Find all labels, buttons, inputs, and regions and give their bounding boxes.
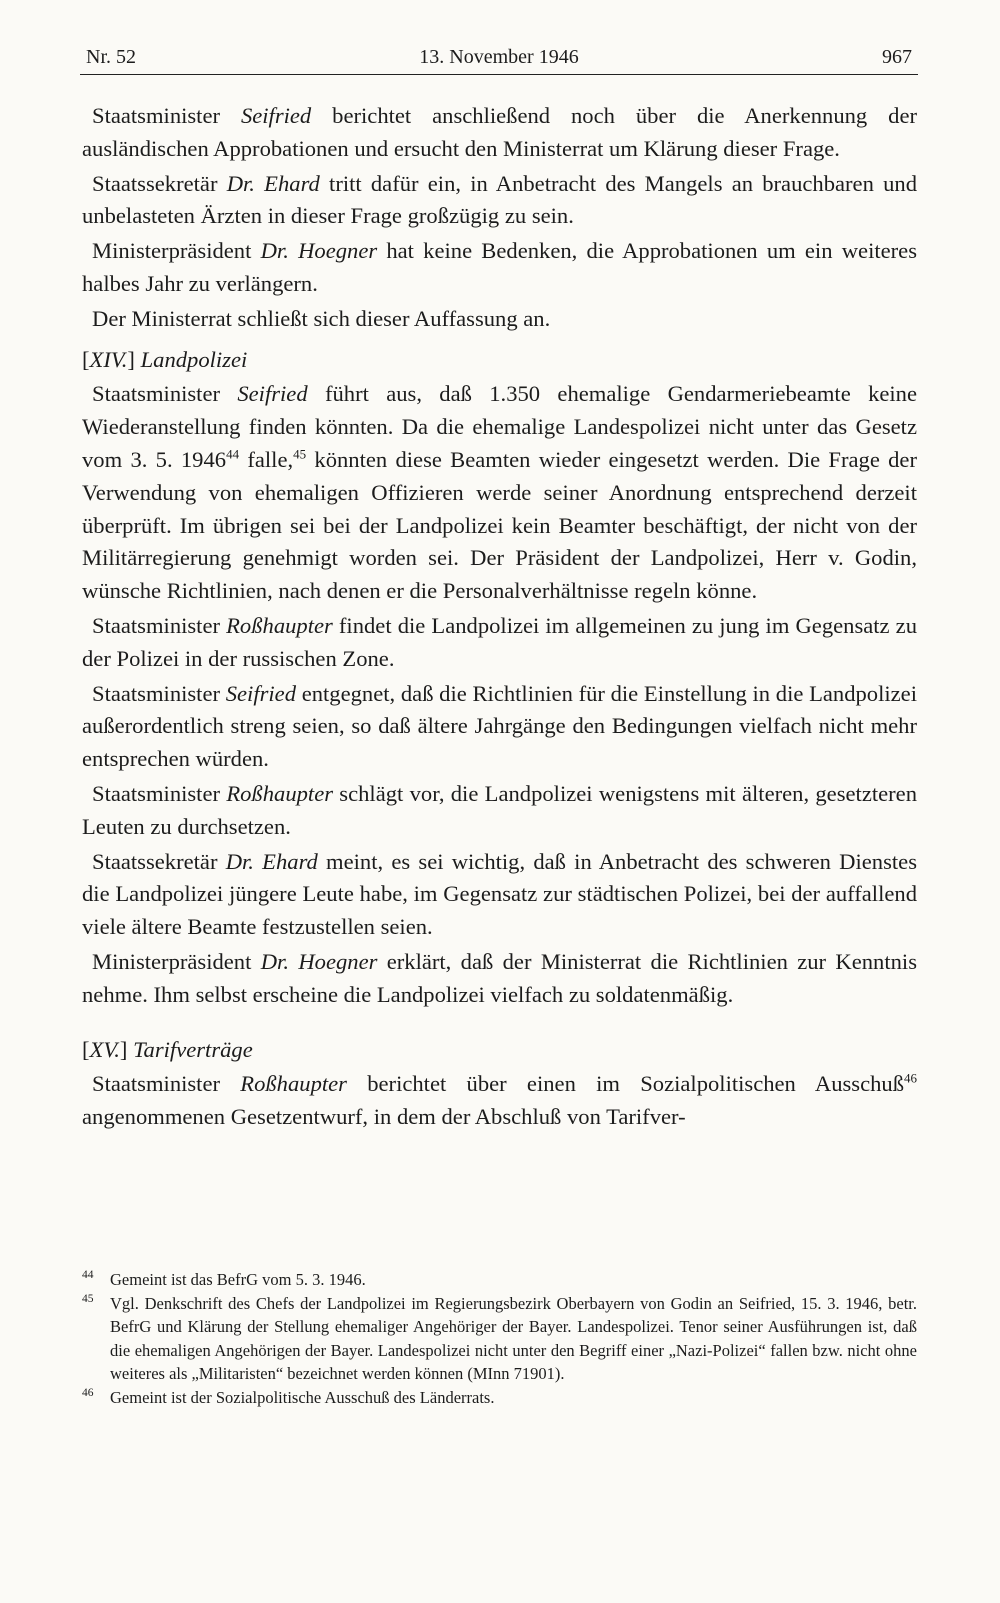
speaker-name: Seifried — [237, 381, 308, 407]
paragraph: Staatsminister Seifried entgegnet, daß die Richtlinien für die Einstellung in die Landpolizei außerordentlich streng seien, so daß ältere Jahrgänge den Bedingungen vielfach nicht mehr entsprechen würden. — [82, 680, 917, 772]
footnote-ref[interactable]: 44 — [226, 446, 240, 462]
footnote-text: Gemeint ist das BefrG vom 5. 3. 1946. — [110, 1270, 366, 1289]
footnote-ref[interactable]: 46 — [904, 1070, 917, 1086]
footnote-text: Vgl. Denkschrift des Chefs der Landpolizei im Regierungsbezirk Oberbayern von Godin an Seifried, 15. 3. 1946, betr. BefrG und Klärung der Stellung ehemaliger Angehöriger der Bayer. Landespolizei. Tenor seiner Ausführungen ist, daß die ehemaligen Angehörigen der Bayer. Landespolizei nicht unter den Begriff einer „Nazi-Polizei“ fallen bzw. nicht ohne weiteres als „Militaristen“ bezeichnet werden können (MInn 71901). — [110, 1293, 917, 1383]
speaker-name: Roßhaupter — [240, 1071, 347, 1097]
speaker-name: Hoegner — [298, 948, 378, 974]
speaker-title: Dr. — [260, 238, 289, 264]
paragraph: Der Ministerrat schließt sich dieser Auffassung an. — [92, 305, 551, 331]
footnote-number: 45 — [82, 1292, 94, 1305]
speaker-name: Seifried — [225, 680, 296, 706]
speaker-name: Ehard — [262, 848, 318, 874]
footnote — [82, 1268, 917, 1292]
speaker-name: Hoegner — [298, 238, 378, 264]
section-title: Tarifverträge — [133, 1036, 253, 1062]
paragraph: Staatsminister Roßhaupter berichtet über einen im Sozialpolitischen Ausschuß$^{46}$ angenommenen Gesetzentwurf, in dem der Abschluß von Tarifver- — [82, 1070, 917, 1130]
paragraph: Staatssekretär Dr. Ehard meint, es sei wichtig, daß in Anbetracht des schweren Dienstes die Landpolizei jüngere Leute habe, im Gegensatz zur städtischen Polizei, bei der auffallend viele ältere Beamte festzustellen seien. — [82, 848, 917, 940]
paragraph: Staatsminister Seifried führt aus, daß 1.350 ehemalige Gendarmeriebeamte keine Wiederanstellung finden könnten. Da die ehemalige Landespolizei nicht unter das Gesetz vom 3. 5. 1946$^{44}$ falle,$^{45}$ könnten diese Beamten wieder eingesetzt werden. Die Frage der Verwendung von ehemaligen Offizieren werde seiner Anordnung entsprechend derzeit überprüft. Im übrigen sei bei der Landpolizei kein Beamter beschäftigt, der nicht von der Militärregierung genehmigt worden sei. Der Präsident der Landpolizei, Herr v. Godin, wünsche Richtlinien, nach denen er die Personalverhältnisse regeln könne. — [82, 381, 917, 604]
header-date: 13. November 1946 — [419, 46, 579, 68]
speaker-name: Ehard — [264, 170, 320, 196]
section-title: Landpolizei — [140, 346, 248, 372]
page-header — [80, 40, 918, 75]
speaker-title: Dr. — [226, 170, 255, 196]
speaker-name: Roßhaupter — [226, 780, 334, 806]
paragraph: Staatssekretär Dr. Ehard tritt dafür ein, in Anbetracht des Mangels an brauchbaren und unbelasteten Ärzten in dieser Frage großzügig zu sein. — [82, 170, 917, 229]
footnote-text: Gemeint ist der Sozialpolitische Ausschuß des Länderrats. — [110, 1387, 495, 1407]
paragraph: Ministerpräsident Dr. Hoegner erklärt, daß der Ministerrat die Richtlinien zur Kenntnis nehme. Ihm selbst erscheine die Landpolizei vielfach zu soldatenmäßig. — [82, 948, 917, 1007]
paragraph: Staatsminister Seifried berichtet anschließend noch über die Anerkennung der ausländischen Approbationen und ersucht den Ministerrat um Klärung dieser Frage. — [82, 103, 917, 161]
speaker-title: Dr. — [225, 848, 254, 874]
paragraph: Staatsminister Roßhaupter schlägt vor, die Landpolizei wenigstens mit älteren, gesetzteren Leuten zu durchsetzen. — [82, 780, 917, 839]
page-number: 967 — [882, 46, 912, 68]
main-text — [82, 100, 917, 1136]
footnote — [82, 1292, 917, 1386]
section-heading-xiv: [XIV.] Landpolizei — [82, 346, 248, 372]
footnote-number: 46 — [82, 1386, 94, 1399]
section-heading-xv: [XV.] Tarifverträge — [82, 1036, 253, 1062]
speaker-name: Seifried — [240, 103, 312, 128]
speaker-title: Dr. — [260, 948, 289, 974]
footnote-number: 44 — [82, 1269, 94, 1281]
speaker-name: Roßhaupter — [226, 612, 333, 638]
footnote-ref[interactable]: 45 — [293, 446, 307, 462]
issue-number: Nr. 52 — [86, 46, 136, 68]
paragraph: Staatsminister Roßhaupter findet die Landpolizei im allgemeinen zu jung im Gegensatz zu der Polizei in der russischen Zone. — [82, 612, 918, 671]
paragraph: Ministerpräsident Dr. Hoegner hat keine Bedenken, die Approbationen um ein weiteres halbes Jahr zu verlängern. — [82, 238, 917, 296]
footnote — [82, 1386, 917, 1410]
footnotes — [82, 1268, 917, 1409]
